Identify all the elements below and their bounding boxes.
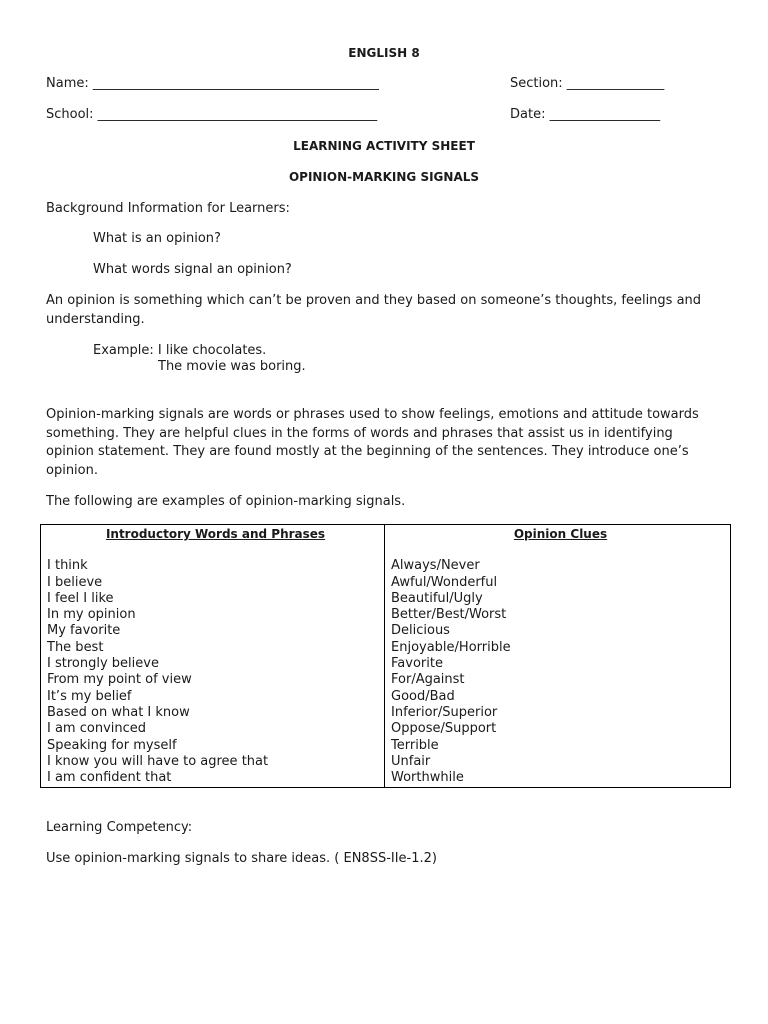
examples-intro: The following are examples of opinion-marking signals. (46, 494, 406, 509)
opinion-clue-item: Beautiful/Ugly (391, 590, 483, 606)
date-field-line: Date: _________________ (510, 107, 661, 122)
question-what-words-signal: What words signal an opinion? (93, 262, 292, 277)
opinion-definition-text: An opinion is something which can’t be proven and they based on someone’s thoughts, feelings and understanding. (46, 293, 702, 327)
introductory-phrase-item: I strongly believe (47, 656, 159, 672)
topic-title: OPINION-MARKING SIGNALS (288, 170, 480, 184)
opinion-clue-item: Good/Bad (391, 688, 455, 704)
opinion-clue-item: Unfair (391, 753, 431, 769)
opinion-clues-header: Opinion Clues (513, 527, 608, 541)
sheet-title: LEARNING ACTIVITY SHEET (293, 139, 475, 153)
opinion-clue-item: Better/Best/Worst (391, 607, 507, 623)
opinion-clues-list (391, 558, 730, 786)
competency-text: Use opinion-marking signals to share ideas. ( EN8SS-IIe-1.2) (46, 851, 437, 866)
name-field-line: Name: ____________________________________________ (46, 76, 379, 91)
example-line-2: The movie was boring. (158, 359, 306, 374)
introductory-phrase-item: The best (47, 639, 104, 655)
opinion-clue-item: Inferior/Superior (391, 704, 498, 720)
introductory-words-column (41, 525, 385, 788)
introductory-phrase-item: I feel I like (47, 590, 114, 606)
introductory-words-header: Introductory Words and Phrases (105, 527, 326, 541)
signals-paragraph-text: Opinion-marking signals are words or phrases used to show feelings, emotions and attitude towards something. They are helpful clues in the forms of words and phrases that assist us in identifying opinion statement. They are found mostly at the beginning of the sentences. They introduce one’s opinion. (46, 407, 699, 478)
introductory-phrase-item: I am confident that (47, 770, 172, 786)
opinion-clue-item: Enjoyable/Horrible (391, 639, 511, 655)
competency-heading: Learning Competency: (46, 820, 193, 835)
introductory-phrase-item: Based on what I know (47, 704, 190, 720)
introductory-phrase-item: My favorite (47, 623, 121, 639)
background-heading: Background Information for Learners: (46, 201, 290, 216)
introductory-phrase-item: I believe (47, 574, 103, 590)
introductory-phrase-item: It’s my belief (47, 688, 132, 704)
introductory-phrase-item: I think (47, 558, 88, 574)
opinion-clue-item: Delicious (391, 623, 450, 639)
opinion-clue-item: Terrible (391, 737, 439, 753)
opinion-clue-item: Oppose/Support (391, 721, 497, 737)
section-field-line: Section: _______________ (510, 76, 665, 91)
subject-title: ENGLISH 8 (348, 46, 420, 60)
opinion-definition (46, 292, 716, 329)
example-line-1: Example: I like chocolates. (93, 343, 267, 358)
introductory-words-list (47, 558, 384, 786)
introductory-phrase-item: Speaking for myself (47, 737, 177, 753)
introductory-phrase-item: In my opinion (47, 607, 136, 623)
introductory-phrase-item: From my point of view (47, 672, 192, 688)
school-field-line: School: ___________________________________________ (46, 107, 378, 122)
opinion-clue-item: Awful/Wonderful (391, 574, 498, 590)
opinion-clue-item: Favorite (391, 656, 443, 672)
opinion-signals-table (40, 524, 731, 788)
opinion-clues-column (385, 525, 731, 788)
opinion-clue-item: Always/Never (391, 558, 480, 574)
opinion-clue-item: Worthwhile (391, 770, 464, 786)
introductory-phrase-item: I know you will have to agree that (47, 753, 269, 769)
opinion-clue-item: For/Against (391, 672, 465, 688)
signals-paragraph (46, 406, 716, 480)
introductory-phrase-item: I am convinced (47, 721, 147, 737)
question-what-is-opinion: What is an opinion? (93, 231, 221, 246)
